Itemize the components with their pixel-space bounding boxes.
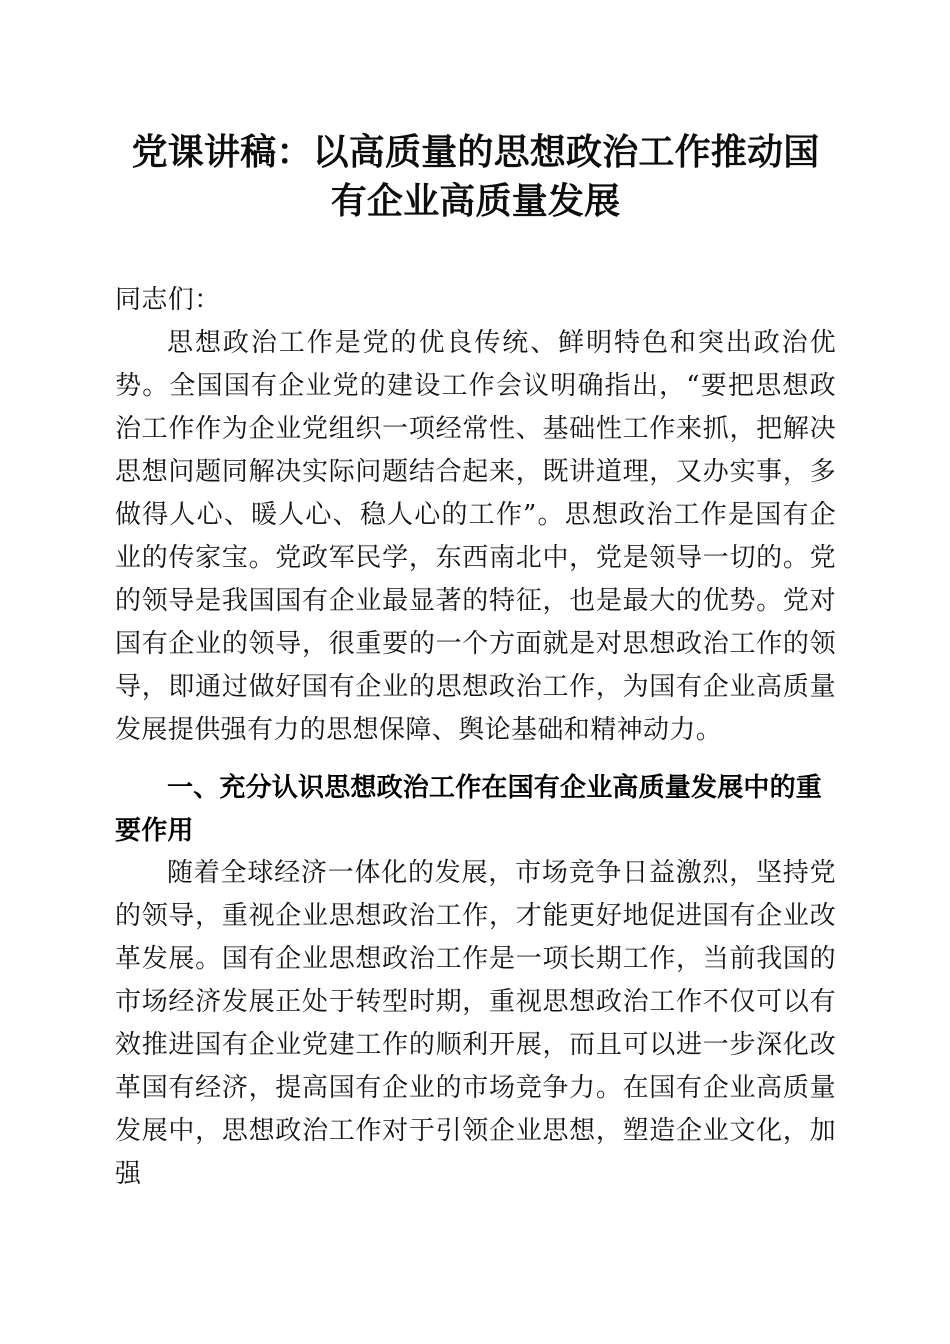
section-heading-one: 一、充分认识思想政治工作在国有企业高质量发展中的重要作用 [115, 772, 823, 845]
paragraph-section-one-body: 随着全球经济一体化的发展，市场竞争日益激烈，坚持党的领导，重视企业思想政治工作，才能更好地促进国有企业改革发展。国有企业思想政治工作是一项长期工作，当前我国的市场经济发展正处于转型时期，重视思想政治工作不仅可以有效推进国有企业党建工作的顺利开展，而且可以进一步深化改革国有经济，提高国有企业的市场竞争力。在国有企业高质量发展中，思想政治工作对于引领企业思想，塑造企业文化，加强 [115, 858, 836, 1189]
salutation-line: 同志们： [115, 285, 221, 315]
paragraph-introduction: 思想政治工作是党的优良传统、鲜明特色和突出政治优势。全国国有企业党的建设工作会议明确指出，“要把思想政治工作作为企业党组织一项经常性、基础性工作来抓，把解决思想问题同解决实际问题结合起来，既讲道理，又办实事，多做得人心、暖人心、稳人心的工作”。思想政治工作是国有企业的传家宝。党政军民学，东西南北中，党是领导一切的。党的领导是我国国有企业最显著的特征，也是最大的优势。党对国有企业的领导，很重要的一个方面就是对思想政治工作的领导，即通过做好国有企业的思想政治工作，为国有企业高质量发展提供强有力的思想保障、舆论基础和精神动力。 [115, 328, 836, 745]
document-title: 党课讲稿：以高质量的思想政治工作推动国有企业高质量发展 [131, 132, 820, 221]
document-text-column [115, 0, 836, 1196]
